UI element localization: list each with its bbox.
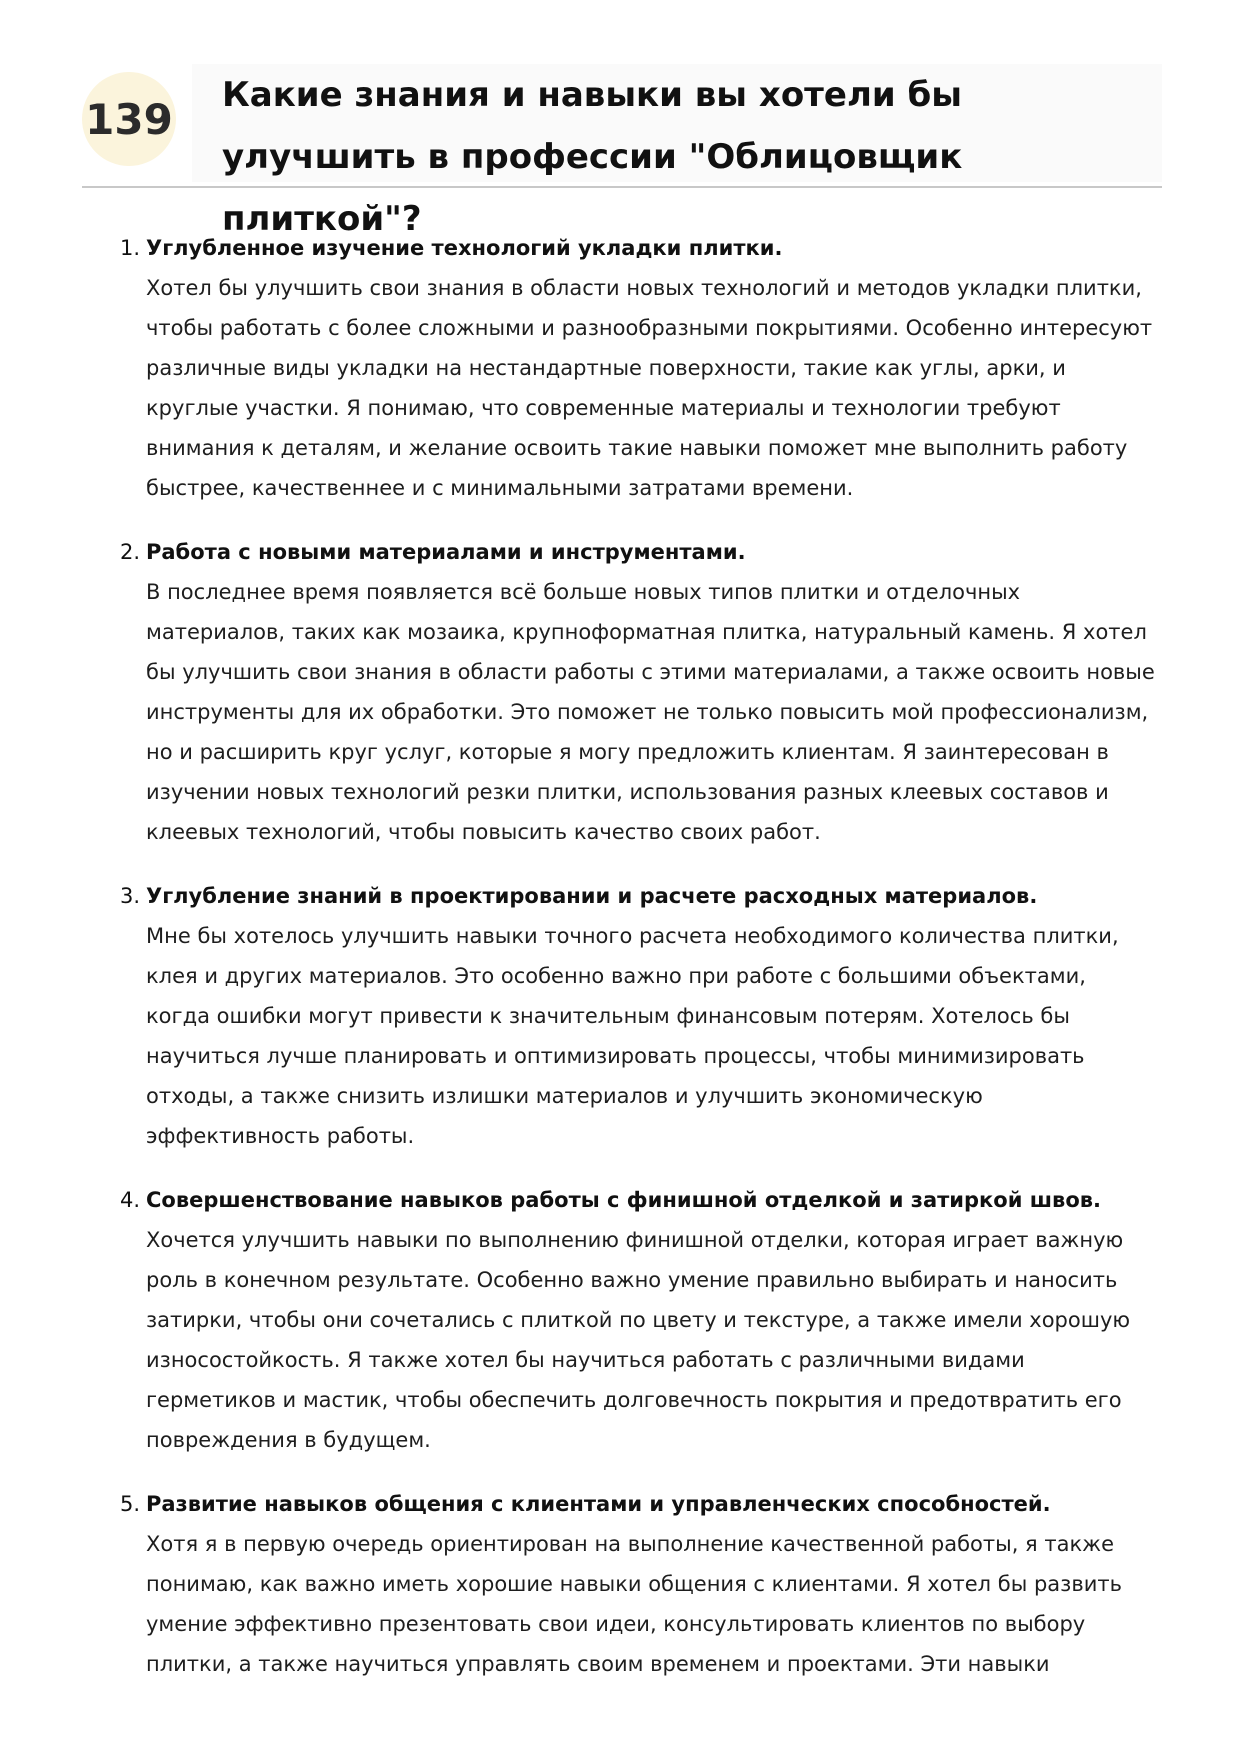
item-number: 1. bbox=[120, 236, 141, 260]
item-body: В последнее время появляется всё больше новых типов плитки и отделочных материалов, таких как мозаика, крупноформатная плитка, натуральный камень. Я хотел бы улучшить свои знания в области работы с этими материалами, а также освоить новые инструменты для их обработки. Это поможет не только повысить мой профессионализм, но и расширить круг услуг, которые я могу предложить клиентам. Я заинтересован в изучении новых технологий резки плитки, использования разных клеевых составов и клеевых технологий, чтобы повысить качество своих работ. bbox=[146, 580, 1155, 844]
item-body: Мне бы хотелось улучшить навыки точного расчета необходимого количества плитки, клея и других материалов. Это особенно важно при работе с большими объектами, когда ошибки могут привести к значительным финансовым потерям. Хотелось бы научиться лучше планировать и оптимизировать процессы, чтобы минимизировать отходы, а также снизить излишки материалов и улучшить экономическую эффективность работы. bbox=[146, 924, 1119, 1148]
item-body: Хотя я в первую очередь ориентирован на выполнение качественной работы, я также понимаю, как важно иметь хорошие навыки общения с клиентами. Я хотел бы развить умение эффективно презентовать свои идеи, консультировать клиентов по выбору плитки, а также научиться управлять своим временем и проектами. Эти навыки bbox=[146, 1532, 1122, 1676]
item-body: Хочется улучшить навыки по выполнению финишной отделки, которая играет важную роль в конечном результате. Особенно важно умение правильно выбирать и наносить затирки, чтобы они сочетались с плиткой по цвету и текстуре, а также имели хорошую износостойкость. Я также хотел бы научиться работать с различными видами герметиков и мастик, чтобы обеспечить долговечность покрытия и предотвратить его повреждения в будущем. bbox=[146, 1228, 1131, 1452]
item-number: 3. bbox=[120, 884, 141, 908]
question-number-badge: 139 bbox=[82, 72, 176, 166]
question-header bbox=[82, 64, 1162, 239]
question-title: Какие знания и навыки вы хотели бы улучшить в профессии "Облицовщик плиткой"? bbox=[222, 75, 963, 239]
item-heading: Развитие навыков общения с клиентами и управленческих способностей. bbox=[146, 1492, 1051, 1516]
list-item bbox=[120, 228, 1156, 508]
item-heading: Работа с новыми материалами и инструментами. bbox=[146, 540, 746, 564]
header-divider bbox=[82, 186, 1162, 188]
item-number: 4. bbox=[120, 1188, 141, 1212]
item-body: Хотел бы улучшить свои знания в области новых технологий и методов укладки плитки, чтобы работать с более сложными и разнообразными покрытиями. Особенно интересуют различные виды укладки на нестандартные поверхности, такие как углы, арки, и круглые участки. Я понимаю, что современные материалы и технологии требуют внимания к деталям, и желание освоить такие навыки поможет мне выполнить работу быстрее, качественнее и с минимальными затратами времени. bbox=[146, 276, 1153, 500]
list-item bbox=[120, 1180, 1156, 1460]
item-heading: Углубленное изучение технологий укладки плитки. bbox=[146, 236, 783, 260]
list-item bbox=[120, 1484, 1156, 1684]
list-item bbox=[120, 532, 1156, 852]
item-number: 2. bbox=[120, 540, 141, 564]
item-number: 5. bbox=[120, 1492, 141, 1516]
list-item bbox=[120, 876, 1156, 1156]
item-heading: Совершенствование навыков работы с финишной отделкой и затиркой швов. bbox=[146, 1188, 1102, 1212]
item-heading: Углубление знаний в проектировании и расчете расходных материалов. bbox=[146, 884, 1038, 908]
answer-list bbox=[120, 228, 1156, 1708]
